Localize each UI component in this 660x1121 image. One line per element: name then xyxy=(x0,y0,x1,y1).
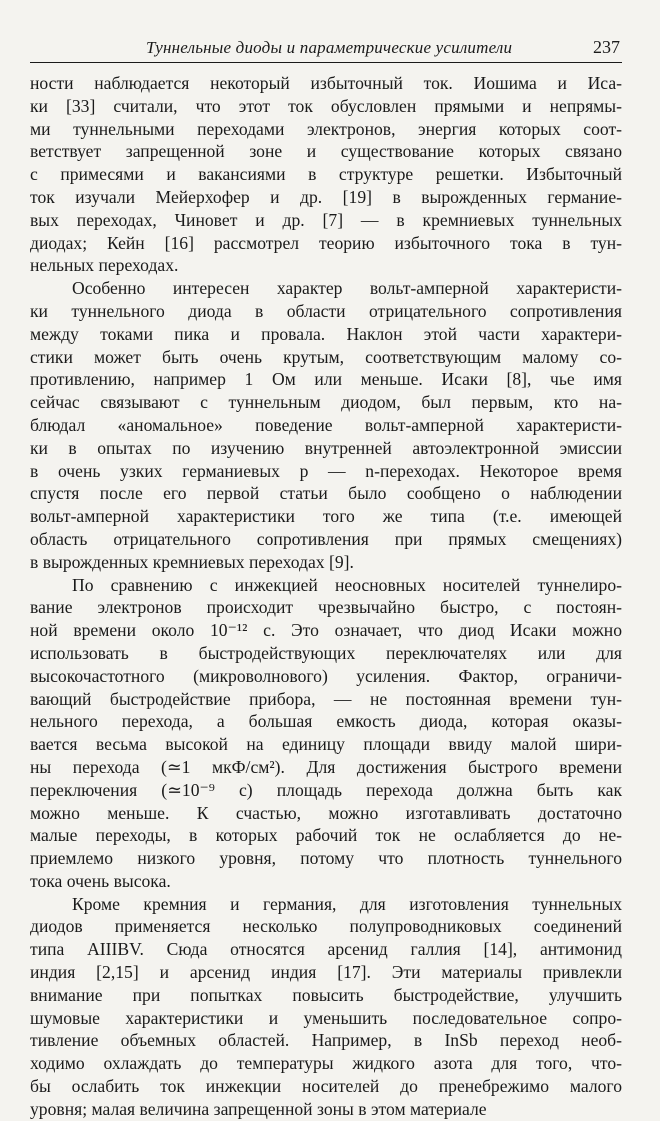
text-line: ходимо охлаждать до температуры жидкого азота для того, что- xyxy=(30,1053,622,1074)
text-line: ветствует запрещенной зоне и существование которых связано xyxy=(30,141,622,162)
text-line: индия [2,15] и арсенид индия [17]. Эти материалы привлекли xyxy=(30,962,622,983)
running-head: Туннельные диоды и параметрические усилители xyxy=(146,38,513,57)
text-line: вающий быстродействие прибора, — не постоянная времени тун- xyxy=(30,688,622,709)
text-line: шумовые характеристики и уменьшить последовательное сопро- xyxy=(30,1007,622,1028)
text-line: По сравнению с инжекцией неосновных носителей туннелиро- xyxy=(72,574,622,595)
text-line: приемлемо низкого уровня, потому что плотность туннельного xyxy=(30,848,622,869)
text-line: противлению, например 1 Ом или меньше. Исаки [8], чье имя xyxy=(30,369,622,390)
text-line: вых переходах, Чиновет и др. [7] — в кремниевых туннельных xyxy=(30,209,622,230)
paragraph xyxy=(30,72,622,277)
text-line: блюдал «аномальное» поведение вольт-амперной характеристи- xyxy=(30,414,622,435)
text-line: уровня; малая величина запрещенной зоны в этом материале xyxy=(30,1098,487,1119)
text-line: высокочастотного (микроволнового) усиления. Фактор, ограничи- xyxy=(30,665,622,686)
text-line: нельного перехода, а большая емкость диода, которая оказы- xyxy=(30,711,622,732)
text-line: диодов применяется несколько полупроводниковых соединений xyxy=(30,916,622,937)
text-line: в очень узких германиевых p — n-переходах. Некоторое время xyxy=(30,460,622,481)
text-line: спустя после его первой статьи было сообщено о наблюдении xyxy=(30,483,622,504)
text-line: использовать в быстродействующих переключателях или для xyxy=(30,642,622,663)
text-line: область отрицательного сопротивления при прямых смещениях) xyxy=(30,528,622,549)
text-line: стики может быть очень крутым, соответствующим малому со- xyxy=(30,346,622,367)
text-line: тока очень высока. xyxy=(30,870,171,891)
text-line: ми туннельными переходами электронов, энергия которых соот- xyxy=(30,118,622,139)
text-line: Особенно интересен характер вольт-амперной характеристи- xyxy=(72,278,622,299)
page-number: 237 xyxy=(593,37,620,57)
text-line: вание электронов происходит чрезвычайно быстро, с постоян- xyxy=(30,597,622,618)
text-line: тивление объемных областей. Например, в InSb переход необ- xyxy=(30,1030,622,1051)
text-line: ной времени около 10⁻¹² с. Это означает, что диод Исаки можно xyxy=(30,620,622,641)
text-line: ности наблюдается некоторый избыточный ток. Иошима и Иса- xyxy=(30,73,622,93)
text-line: ки [33] считали, что этот ток обусловлен прямыми и непрямы- xyxy=(30,95,622,116)
text-line: с примесями и вакансиями в структуре решетки. Избыточный xyxy=(30,164,622,185)
paragraph xyxy=(30,893,622,1121)
body-text xyxy=(30,72,622,1121)
text-line: ток изучали Мейерхофер и др. [19] в вырожденных германие- xyxy=(30,186,622,207)
text-line: сейчас связывают с туннельным диодом, был первым, кто на- xyxy=(30,392,622,413)
text-line: нельных переходах. xyxy=(30,255,179,276)
text-line: диодах; Кейн [16] рассмотрел теорию избыточного тока в тун- xyxy=(30,232,622,253)
text-line: в вырожденных кремниевых переходах [9]. xyxy=(30,551,354,572)
text-line: можно меньше. К счастью, можно изготавливать достаточно xyxy=(30,802,622,823)
text-line: ки туннельного диода в области отрицательного сопротивления xyxy=(30,300,622,321)
page-header xyxy=(30,36,622,63)
text-line: Кроме кремния и германия, для изготовления туннельных xyxy=(72,893,622,914)
text-line: между токами пика и провала. Наклон этой части характери- xyxy=(30,323,622,344)
text-line: вольт-амперной характеристики того же типа (т.е. имеющей xyxy=(30,506,622,527)
paragraph xyxy=(30,277,622,573)
text-line: переключения (≃10⁻⁹ с) площадь перехода должна быть как xyxy=(30,779,622,800)
paragraph xyxy=(30,574,622,893)
text-line: ки в опытах по изучению внутренней автоэлектронной эмиссии xyxy=(30,437,622,458)
text-line: внимание при попытках повысить быстродействие, улучшить xyxy=(30,984,622,1005)
text-line: бы ослабить ток инжекции носителей до пренебрежимо малого xyxy=(30,1076,622,1097)
text-line: ны перехода (≃1 мкФ/см²). Для достижения быстрого времени xyxy=(30,756,622,777)
text-line: типа AIIIBV. Сюда относятся арсенид галлия [14], антимонид xyxy=(30,939,622,960)
text-line: малые переходы, в которых рабочий ток не ослабляется до не- xyxy=(30,825,622,846)
text-line: вается весьма высокой на единицу площади ввиду малой шири- xyxy=(30,734,622,755)
